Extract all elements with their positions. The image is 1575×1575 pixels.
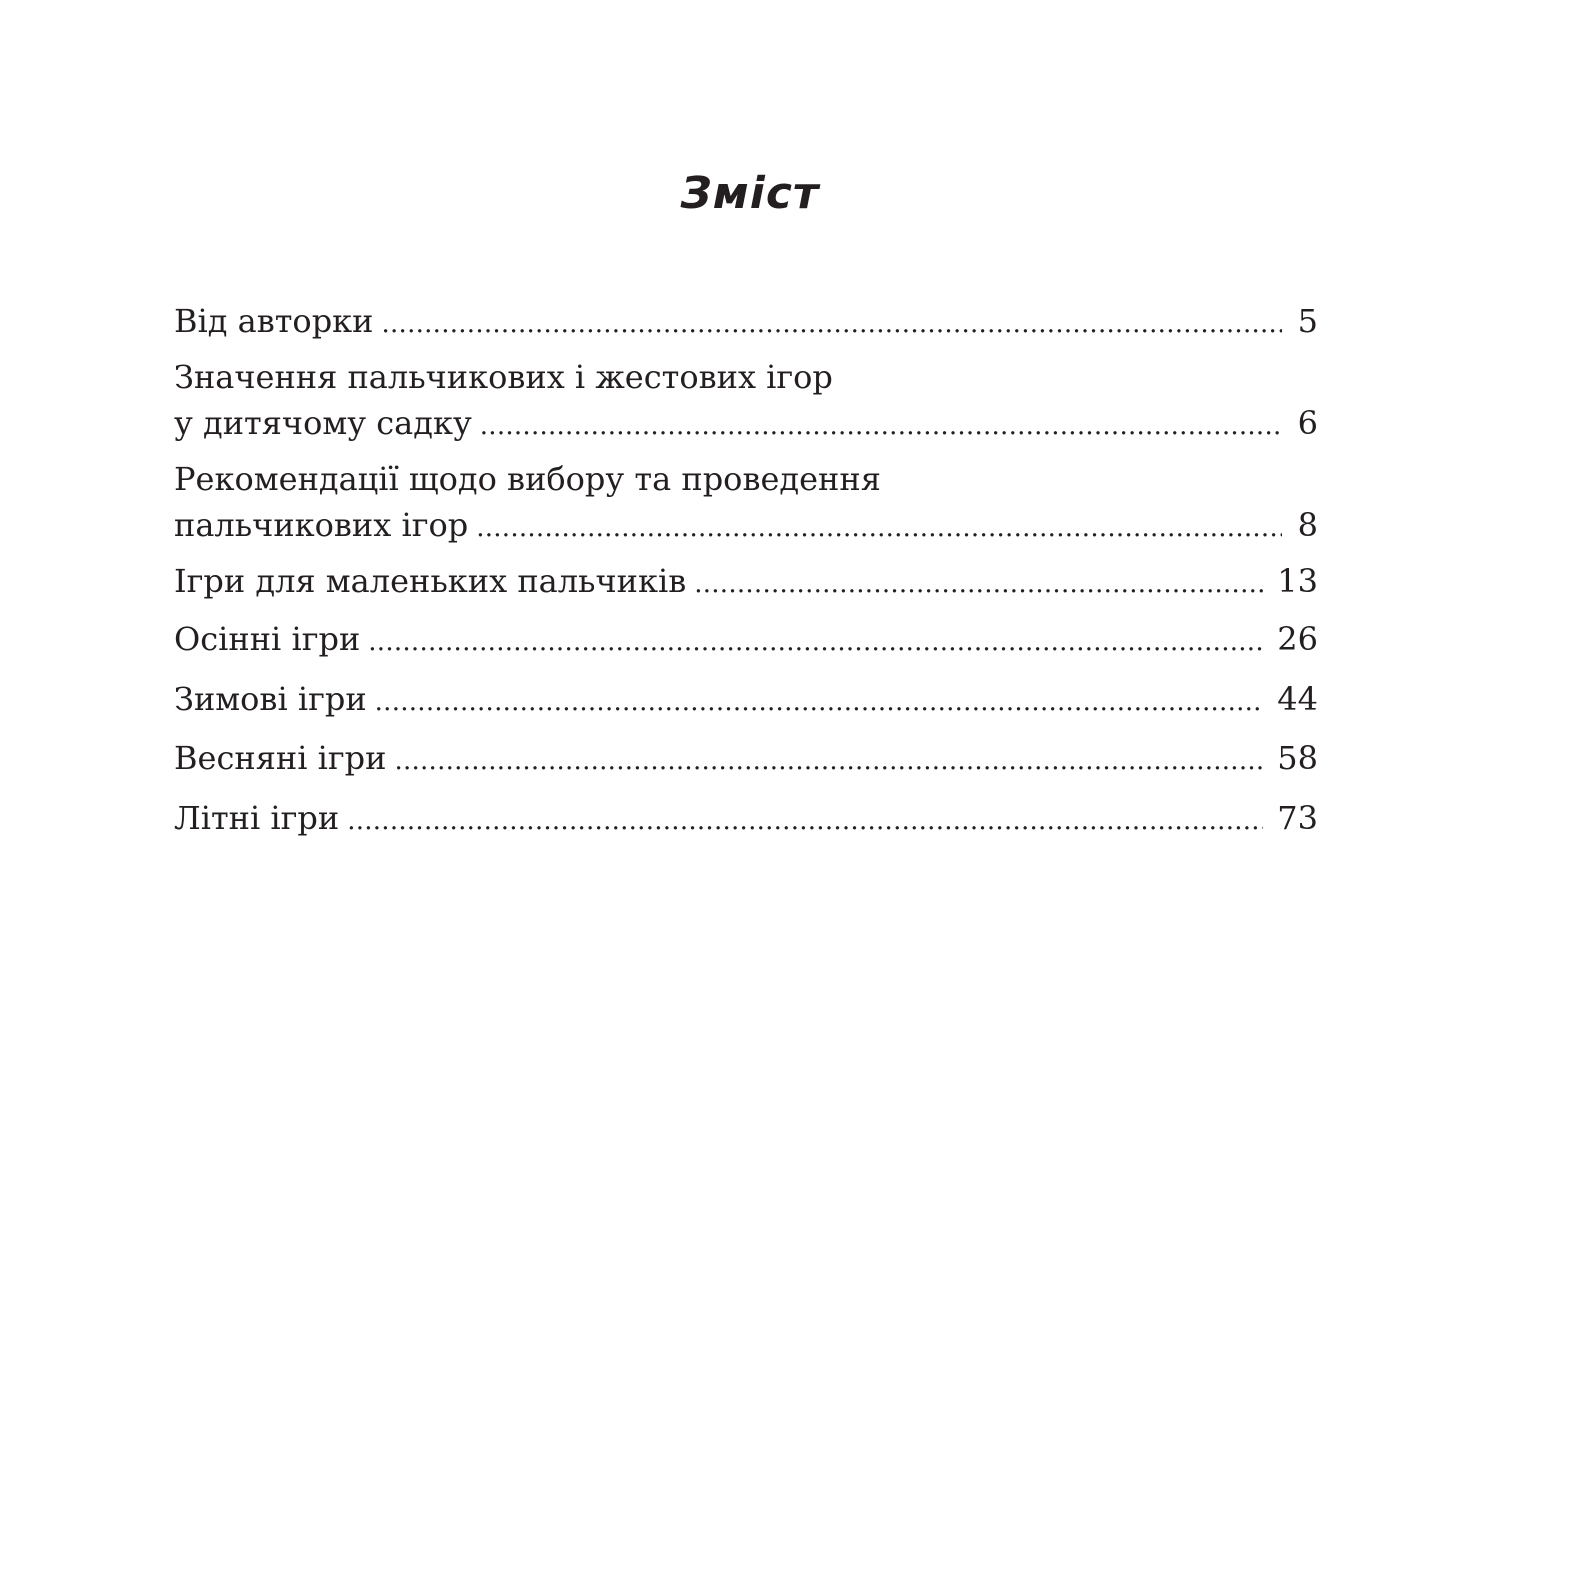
dot-leader — [382, 301, 1283, 347]
toc-entry-title: Весняні ігри — [174, 739, 387, 777]
toc-entry-meaning-of-games[interactable] — [174, 354, 1318, 446]
dot-leader — [694, 561, 1263, 607]
toc-entry-small-fingers[interactable] — [174, 558, 1318, 604]
toc-entry-page: 13 — [1277, 562, 1318, 600]
toc-entry-title: Від авторки — [174, 302, 374, 340]
toc-entry-title: Осінні ігри — [174, 620, 361, 658]
toc-entry-page: 26 — [1277, 620, 1318, 658]
dot-leader — [480, 403, 1282, 449]
toc-entry-page: 6 — [1297, 404, 1318, 442]
dot-leader — [347, 798, 1263, 844]
toc-entry-recommendations[interactable] — [174, 456, 1318, 548]
dot-leader — [394, 738, 1263, 784]
toc-entry-title-line1: Значення пальчикових і жестових ігор — [174, 358, 833, 396]
page-title: Зміст — [680, 168, 820, 219]
toc-entry-title-line2: у дитячому садку — [174, 404, 472, 442]
dot-leader — [368, 619, 1263, 665]
toc-entry-winter-games[interactable] — [174, 676, 1318, 722]
dot-leader — [476, 505, 1282, 551]
dot-leader — [375, 679, 1264, 725]
toc-entry-from-author[interactable] — [174, 298, 1318, 344]
toc-entry-page: 44 — [1277, 680, 1318, 718]
toc-entry-page: 5 — [1297, 302, 1318, 340]
toc-entry-title: Ігри для маленьких пальчиків — [174, 562, 687, 600]
toc-entry-page: 58 — [1277, 739, 1318, 777]
toc-entry-page: 8 — [1297, 506, 1318, 544]
toc-entry-page: 73 — [1277, 799, 1318, 837]
toc-entry-summer-games[interactable] — [174, 795, 1318, 841]
toc-entry-title: Літні ігри — [174, 799, 340, 837]
toc-entry-title-line2: пальчикових ігор — [174, 506, 469, 544]
toc-entry-spring-games[interactable] — [174, 735, 1318, 781]
toc-entry-title-line1: Рекомендації щодо вибору та проведення — [174, 460, 881, 498]
toc-entry-title: Зимові ігри — [174, 680, 367, 718]
toc-entry-autumn-games[interactable] — [174, 616, 1318, 662]
